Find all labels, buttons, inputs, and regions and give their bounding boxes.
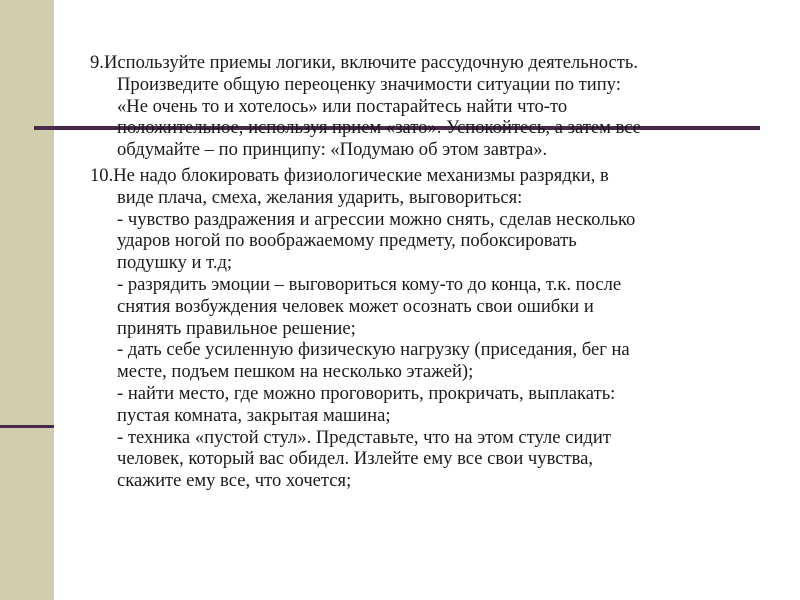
list-item-10	[90, 165, 770, 492]
body-line: человек, который вас обидел. Излейте ему все свои чувства,	[117, 448, 594, 470]
body-line: «Не очень то и хотелось» или постарайтесь найти что-то	[117, 95, 568, 117]
body-line: Произведите общую переоценку значимости ситуации по типу:	[117, 73, 621, 95]
list-item-body	[90, 187, 770, 492]
body-line: положительное, используя прием «зато». Успокойтесь, а затем все	[117, 117, 641, 139]
body-line: - разрядить эмоции – выговориться кому-то до конца, т.к. после	[117, 273, 622, 295]
body-line: - чувство раздражения и агрессии можно снять, сделав несколько	[117, 208, 636, 230]
list-item-first-line	[90, 165, 770, 187]
body-line: снятия возбуждения человек может осознать свои ошибки и	[117, 295, 594, 317]
body-line: обдумайте – по принципу: «Подумаю об этом завтра».	[117, 139, 548, 161]
list-item-first-line-text: Используйте приемы логики, включите рассудочную деятельность.	[103, 52, 638, 73]
body-line: ударов ногой по воображаемому предмету, побоксировать	[117, 230, 577, 252]
list-item-body	[90, 74, 770, 161]
body-line: пустая комната, закрытая машина;	[117, 404, 391, 426]
body-line: скажите ему все, что хочется;	[117, 470, 352, 492]
body-line: подушку и т.д;	[117, 252, 233, 274]
list-item-9	[90, 52, 770, 161]
list-item-number: 9.	[90, 52, 104, 73]
body-line: виде плача, смеха, желания ударить, выговориться:	[117, 186, 523, 208]
body-line: - дать себе усиленную физическую нагрузку (приседания, бег на	[117, 339, 630, 361]
list-item-first-line-text: Не надо блокировать физиологические механизмы разрядки, в	[113, 164, 609, 186]
body-line: - найти место, где можно проговорить, прокричать, выплакать:	[117, 382, 616, 404]
body-line: месте, подъем пешком на несколько этажей);	[117, 361, 474, 383]
decorative-side-band	[0, 0, 54, 600]
body-line: принять правильное решение;	[117, 317, 356, 339]
list-item-first-line	[90, 52, 770, 74]
list-item-number: 10.	[90, 164, 114, 186]
slide-content	[90, 52, 770, 496]
decorative-band-divider	[0, 425, 54, 428]
body-line: - техника «пустой стул». Представьте, что на этом стуле сидит	[117, 426, 611, 448]
